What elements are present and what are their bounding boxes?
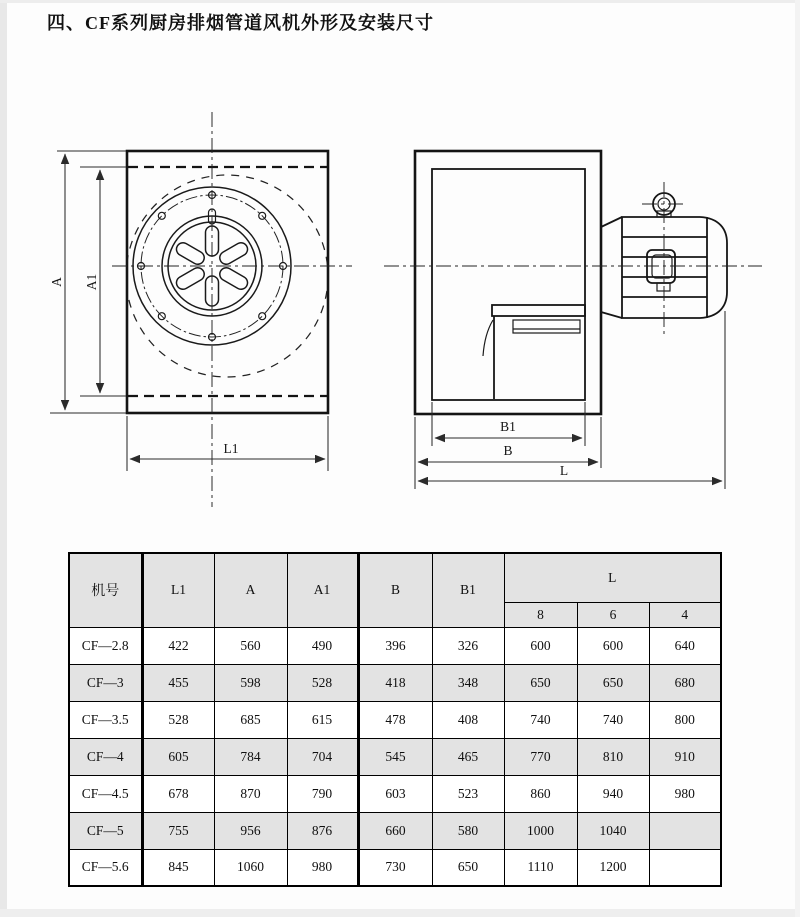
cell-l4: 640 (649, 627, 721, 664)
scan-edge-bottom (0, 909, 800, 917)
fan-housing-side (415, 151, 601, 414)
cell-a1: 704 (287, 738, 358, 775)
cell-l6: 1040 (577, 812, 649, 849)
cell-a: 1060 (214, 849, 287, 886)
cell-l4 (649, 812, 721, 849)
housing-inner-wall (432, 169, 585, 400)
cell-l6: 650 (577, 664, 649, 701)
dim-label-l: L (559, 463, 569, 478)
cell-a: 784 (214, 738, 287, 775)
cell-l6: 1200 (577, 849, 649, 886)
cell-b1: 326 (432, 627, 504, 664)
cell-l8: 1000 (504, 812, 577, 849)
cell-b: 730 (358, 849, 432, 886)
cell-b: 603 (358, 775, 432, 812)
cell-l1: 422 (142, 627, 214, 664)
cell-l6: 810 (577, 738, 649, 775)
cell-a1: 980 (287, 849, 358, 886)
cell-b: 396 (358, 627, 432, 664)
dim-label-b: B (503, 443, 513, 458)
cell-b1: 580 (432, 812, 504, 849)
cell-model: CF—3.5 (69, 701, 142, 738)
col-header-l1: L1 (142, 553, 214, 627)
cell-a1: 615 (287, 701, 358, 738)
col-header-a: A (214, 553, 287, 627)
cell-a: 685 (214, 701, 287, 738)
cell-b1: 465 (432, 738, 504, 775)
cell-b1: 523 (432, 775, 504, 812)
cell-b1: 348 (432, 664, 504, 701)
dimension-b1 (432, 402, 585, 446)
cell-l4: 910 (649, 738, 721, 775)
cell-l8: 860 (504, 775, 577, 812)
col-header-l4: 4 (649, 602, 721, 627)
col-header-l6: 6 (577, 602, 649, 627)
cell-l6: 740 (577, 701, 649, 738)
col-header-model: 机号 (69, 553, 142, 627)
cell-a: 598 (214, 664, 287, 701)
table-row-cf-4 (69, 738, 721, 775)
cell-l8: 1110 (504, 849, 577, 886)
cell-model: CF—2.8 (69, 627, 142, 664)
cell-l8: 740 (504, 701, 577, 738)
cell-a: 560 (214, 627, 287, 664)
cell-a: 870 (214, 775, 287, 812)
col-header-l8: 8 (504, 602, 577, 627)
cell-model: CF—5 (69, 812, 142, 849)
cell-a1: 528 (287, 664, 358, 701)
table-row-cf-2.8 (69, 627, 721, 664)
dimension-a1 (80, 167, 126, 396)
col-header-b1: B1 (432, 553, 504, 627)
cell-model: CF—4 (69, 738, 142, 775)
col-header-b: B (358, 553, 432, 627)
junction-box-gland (657, 283, 670, 291)
cell-model: CF—5.6 (69, 849, 142, 886)
cell-l4: 800 (649, 701, 721, 738)
side-view-drawing (384, 151, 762, 489)
table-row-cf-3 (69, 664, 721, 701)
dim-label-a: A (49, 277, 64, 287)
cell-l4: 680 (649, 664, 721, 701)
cell-a1: 790 (287, 775, 358, 812)
cell-a1: 490 (287, 627, 358, 664)
cell-model: CF—3 (69, 664, 142, 701)
cell-l1: 678 (142, 775, 214, 812)
volute-scroll-outline (126, 175, 328, 377)
table-row-cf-4.5 (69, 775, 721, 812)
front-view-drawing (49, 112, 352, 507)
col-header-l-group: L (504, 553, 721, 602)
page-title: 四、CF系列厨房排烟管道风机外形及安装尺寸 (47, 13, 434, 33)
dim-label-b1: B1 (500, 419, 516, 434)
cell-b: 545 (358, 738, 432, 775)
dim-label-a1: A1 (84, 273, 99, 291)
cell-l8: 600 (504, 627, 577, 664)
header-row-1 (69, 553, 721, 602)
junction-box-cover (652, 255, 672, 278)
cell-b1: 650 (432, 849, 504, 886)
col-header-a1: A1 (287, 553, 358, 627)
cell-b: 660 (358, 812, 432, 849)
table-row-cf-5.6 (69, 849, 721, 886)
motor-bracket-top (601, 217, 622, 227)
table-row-cf-5 (69, 812, 721, 849)
impeller-section (483, 305, 585, 399)
cell-l4 (649, 849, 721, 886)
cell-l6: 940 (577, 775, 649, 812)
cell-l1: 528 (142, 701, 214, 738)
cell-b: 418 (358, 664, 432, 701)
cell-model: CF—4.5 (69, 775, 142, 812)
table-row-cf-3.5 (69, 701, 721, 738)
cell-l8: 770 (504, 738, 577, 775)
dim-label-l1: L1 (223, 441, 239, 456)
cell-l6: 600 (577, 627, 649, 664)
motor-cooling-fins (622, 237, 707, 297)
cell-l4: 980 (649, 775, 721, 812)
cell-a1: 876 (287, 812, 358, 849)
dimension-spec-table (68, 552, 722, 887)
cell-l1: 845 (142, 849, 214, 886)
cell-a: 956 (214, 812, 287, 849)
cell-l1: 455 (142, 664, 214, 701)
cell-b1: 408 (432, 701, 504, 738)
cell-b: 478 (358, 701, 432, 738)
motor (622, 182, 727, 338)
cell-l1: 755 (142, 812, 214, 849)
cell-l1: 605 (142, 738, 214, 775)
cell-l8: 650 (504, 664, 577, 701)
dimension-l1 (127, 416, 328, 471)
motor-bracket-bottom (601, 312, 622, 318)
